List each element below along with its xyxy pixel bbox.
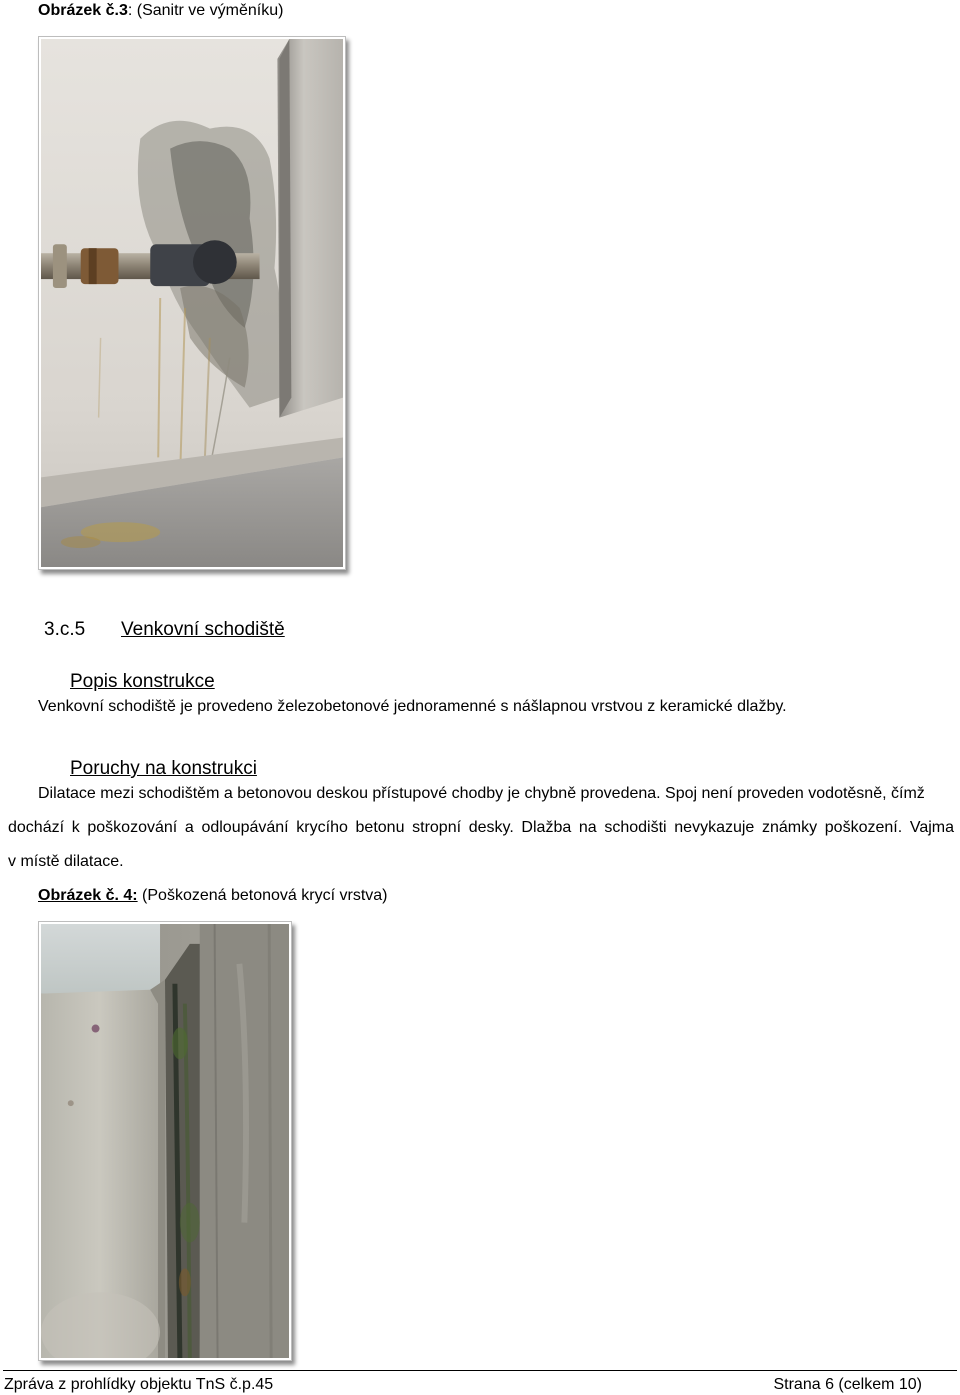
figure-3-caption bbox=[38, 2, 283, 20]
photo-efflorescence bbox=[38, 36, 346, 570]
photo-damaged-concrete bbox=[38, 921, 292, 1361]
section-heading bbox=[44, 619, 85, 641]
poruchy-heading: Poruchy na konstrukci bbox=[70, 758, 257, 779]
poruchy-text-line-3: v místě dilatace. bbox=[8, 853, 124, 870]
popis-heading: Popis konstrukce bbox=[70, 671, 215, 692]
photo-efflorescence-image bbox=[41, 39, 343, 567]
figure-3-number: 3 bbox=[118, 2, 128, 19]
figure-4-text: (Poškozená betonová krycí vrstva) bbox=[137, 887, 388, 904]
poruchy-text-line-1: Dilatace mezi schodištěm a betonovou deskou přístupové chodby je chybně provedena. Spoj není proveden vodotěsně, čímž bbox=[38, 785, 925, 802]
poruchy-line-1a bbox=[38, 785, 925, 803]
section-title: Venkovní schodiště bbox=[121, 619, 285, 640]
footer-rule bbox=[3, 1370, 957, 1371]
figure-3-text: : (Sanitr ve výměníku) bbox=[127, 2, 284, 19]
section-number: 3.c.5 bbox=[44, 619, 86, 640]
poruchy-text-line-2: dochází k poškozování a odloupávání krycího betonu stropní desky. Dlažba na schodišti nevykazuje známky poškození. Vajma bbox=[8, 819, 954, 836]
figure-4-caption bbox=[38, 887, 388, 905]
footer-right: Strana 6 (celkem 10) bbox=[773, 1376, 922, 1393]
photo-damaged-concrete-image bbox=[41, 924, 289, 1358]
footer-left: Zpráva z prohlídky objektu TnS č.p.45 bbox=[4, 1376, 274, 1393]
figure-3-label: Obrázek č. bbox=[38, 2, 119, 19]
figure-4-label: Obrázek č. 4: bbox=[38, 887, 138, 904]
popis-text: Venkovní schodiště je provedeno železobetonové jednoramenné s nášlapnou vrstvou z keramické dlažby. bbox=[38, 698, 787, 715]
